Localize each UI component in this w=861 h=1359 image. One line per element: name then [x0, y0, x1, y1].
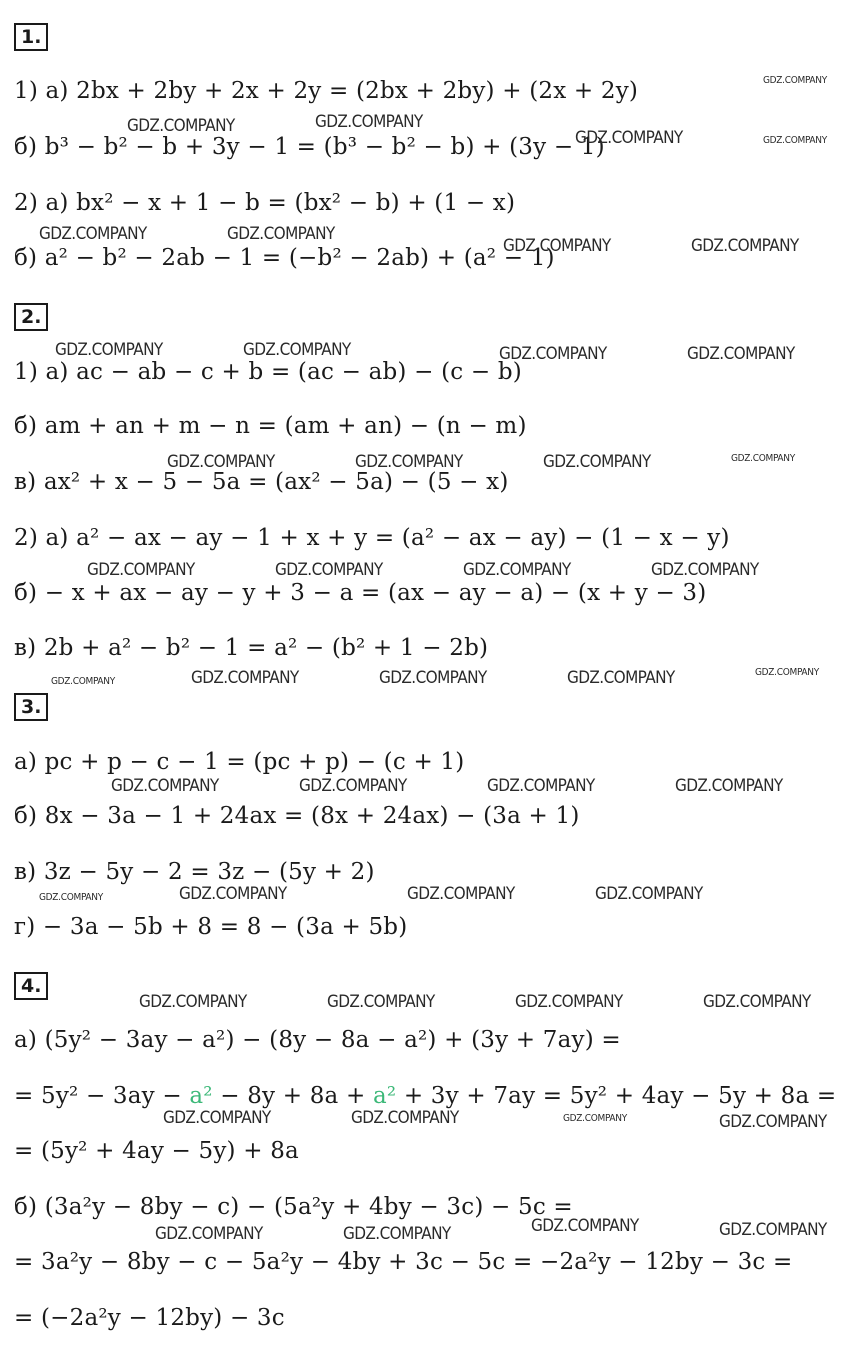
- equation-line: = 3a²y − 8by − c − 5a²y − 4by + 3c − 5c = −2a²y − 12by − 3c =: [14, 1249, 793, 1275]
- equation-line: в) 3z − 5y − 2 = 3z − (5y + 2): [14, 859, 375, 885]
- watermark: GDZ.COMPANY: [515, 992, 623, 1012]
- equation-part: − 8y + 8a +: [212, 1083, 373, 1109]
- equation-part: = 5y² − 3ay −: [14, 1083, 190, 1109]
- equation-line: б) a² − b² − 2ab − 1 = (−b² − 2ab) + (a² − 1): [14, 245, 555, 271]
- watermark: GDZ.COMPANY: [39, 224, 147, 244]
- equation-line-highlighted: [14, 1081, 836, 1111]
- watermark: GDZ.COMPANY: [87, 560, 195, 580]
- watermark: GDZ.COMPANY: [703, 992, 811, 1012]
- equation-line: б) − x + ax − ay − y + 3 − a = (ax − ay − a) − (x + y − 3): [14, 580, 707, 606]
- equation-line: в) ax² + x − 5 − 5a = (ax² − 5a) − (5 − x): [14, 469, 509, 495]
- watermark: GDZ.COMPANY: [343, 1224, 451, 1244]
- watermark: GDZ.COMPANY: [567, 668, 675, 688]
- watermark: GDZ.COMPANY: [351, 1108, 459, 1128]
- watermark: GDZ.COMPANY: [531, 1216, 639, 1236]
- watermark: GDZ.COMPANY: [243, 340, 351, 360]
- watermark: GDZ.COMPANY: [327, 992, 435, 1012]
- watermark: GDZ.COMPANY: [691, 236, 799, 256]
- watermark: GDZ.COMPANY: [651, 560, 759, 580]
- equation-line: б) 8x − 3a − 1 + 24ax = (8x + 24ax) − (3a + 1): [14, 803, 580, 829]
- watermark: GDZ.COMPANY: [487, 776, 595, 796]
- highlighted-term: a²: [372, 1083, 397, 1109]
- watermark: GDZ.COMPANY: [763, 135, 827, 146]
- watermark: GDZ.COMPANY: [687, 344, 795, 364]
- equation-line: 2) а) bx² − x + 1 − b = (bx² − b) + (1 − x): [14, 190, 516, 216]
- watermark: GDZ.COMPANY: [755, 667, 819, 678]
- watermark: GDZ.COMPANY: [563, 1113, 627, 1124]
- equation-line: б) am + an + m − n = (am + an) − (n − m): [14, 413, 527, 439]
- watermark: GDZ.COMPANY: [575, 128, 683, 148]
- equation-line: 1) а) 2bx + 2by + 2x + 2y = (2bx + 2by) + (2x + 2y): [14, 78, 639, 104]
- watermark: GDZ.COMPANY: [55, 340, 163, 360]
- watermark: GDZ.COMPANY: [299, 776, 407, 796]
- watermark: GDZ.COMPANY: [139, 992, 247, 1012]
- equation-line: = (−2a²y − 12by) − 3c: [14, 1305, 285, 1331]
- watermark: GDZ.COMPANY: [675, 776, 783, 796]
- watermark: GDZ.COMPANY: [499, 344, 607, 364]
- watermark: GDZ.COMPANY: [763, 75, 827, 86]
- equation-line: 2) а) a² − ax − ay − 1 + x + y = (a² − ax − ay) − (1 − x − y): [14, 525, 730, 551]
- equation-line: а) pc + p − c − 1 = (pc + p) − (c + 1): [14, 749, 465, 775]
- watermark: GDZ.COMPANY: [227, 224, 335, 244]
- watermark: GDZ.COMPANY: [191, 668, 299, 688]
- watermark: GDZ.COMPANY: [275, 560, 383, 580]
- watermark: GDZ.COMPANY: [315, 112, 423, 132]
- watermark: GDZ.COMPANY: [595, 884, 703, 904]
- section-3-label: 3.: [14, 693, 48, 721]
- equation-line: г) − 3a − 5b + 8 = 8 − (3a + 5b): [14, 914, 408, 940]
- watermark: GDZ.COMPANY: [543, 452, 651, 472]
- watermark: GDZ.COMPANY: [127, 116, 235, 136]
- equation-line: а) (5y² − 3ay − a²) − (8y − 8a − a²) + (3y + 7ay) =: [14, 1027, 621, 1053]
- section-4-label: 4.: [14, 972, 48, 1000]
- watermark: GDZ.COMPANY: [503, 236, 611, 256]
- watermark: GDZ.COMPANY: [155, 1224, 263, 1244]
- section-1-label: 1.: [14, 23, 48, 51]
- watermark: GDZ.COMPANY: [179, 884, 287, 904]
- equation-line: в) 2b + a² − b² − 1 = a² − (b² + 1 − 2b): [14, 635, 489, 661]
- watermark: GDZ.COMPANY: [167, 452, 275, 472]
- watermark: GDZ.COMPANY: [39, 892, 103, 903]
- equation-line: б) b³ − b² − b + 3y − 1 = (b³ − b² − b) + (3y − 1): [14, 134, 605, 160]
- highlighted-term: a²: [189, 1083, 213, 1109]
- watermark: GDZ.COMPANY: [463, 560, 571, 580]
- equation-part: + 3y + 7ay = 5y² + 4ay − 5y + 8a =: [396, 1083, 837, 1109]
- watermark: GDZ.COMPANY: [355, 452, 463, 472]
- watermark: GDZ.COMPANY: [163, 1108, 271, 1128]
- watermark: GDZ.COMPANY: [379, 668, 487, 688]
- equation-line: б) (3a²y − 8by − c) − (5a²y + 4by − 3c) − 5c =: [14, 1194, 573, 1220]
- watermark: GDZ.COMPANY: [51, 676, 115, 687]
- watermark: GDZ.COMPANY: [719, 1112, 827, 1132]
- watermark: GDZ.COMPANY: [731, 453, 795, 464]
- watermark: GDZ.COMPANY: [111, 776, 219, 796]
- section-2-label: 2.: [14, 303, 48, 331]
- watermark: GDZ.COMPANY: [719, 1220, 827, 1240]
- equation-line: = (5y² + 4ay − 5y) + 8a: [14, 1138, 299, 1164]
- watermark: GDZ.COMPANY: [407, 884, 515, 904]
- equation-line: 1) а) ac − ab − c + b = (ac − ab) − (c − b): [14, 359, 522, 385]
